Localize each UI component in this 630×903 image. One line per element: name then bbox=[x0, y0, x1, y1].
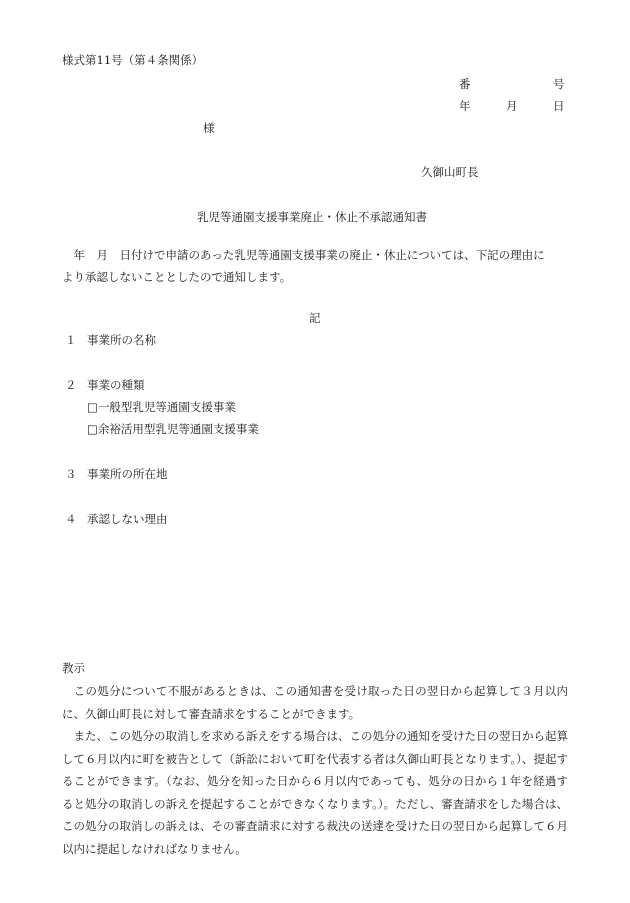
form-number-label: 様式第11号（第４条関係） bbox=[62, 53, 204, 67]
intro-line-1: 年 月 日付けで申請のあった乳児等通園支援事業の廃止・休止については、下記の理由に bbox=[62, 248, 545, 262]
reference-go: 号 bbox=[553, 77, 565, 91]
item-label-facility-name: 事業所の名称 bbox=[87, 333, 156, 347]
item-label-business-type: 事業の種類 bbox=[87, 378, 145, 392]
item-number: ３ bbox=[65, 467, 77, 481]
issuer-name: 久御山町長 bbox=[421, 165, 479, 179]
reference-ban: 番 bbox=[459, 77, 471, 91]
item-number: １ bbox=[65, 333, 77, 347]
checkbox-option-surplus: □余裕活用型乳児等通園支援事業 bbox=[87, 422, 259, 436]
notice-paragraph-2: また、この処分の取消しを求める訴えをする場合は、この処分の通知を受けた日の翌日から起算して６月以内に町を被告として（訴訟において町を代表する者は久御山町長となります。）、提起することができます。（なお、処分を知った日から６月以内であっても、処分の日から１年を経過すると処分の取消しの訴えを提起することができなくなります。）。ただし、審査請求をした場合は、この処分の取消しの訴えは、その審査請求に対する裁決の送達を受けた日の翌日から起算して６月以内に提起しなければなりません。 bbox=[62, 729, 568, 856]
ki-heading: 記 bbox=[309, 311, 321, 325]
date-month: 月 bbox=[506, 99, 518, 113]
date-day: 日 bbox=[553, 99, 565, 113]
checkbox-option-general: □一般型乳児等通園支援事業 bbox=[87, 400, 236, 414]
date-year: 年 bbox=[459, 99, 471, 113]
item-number: ４ bbox=[65, 512, 77, 526]
document-title: 乳児等通園支援事業廃止・休止不承認通知書 bbox=[197, 210, 427, 224]
intro-line-2: より承認しないこととしたので通知します。 bbox=[62, 270, 292, 284]
item-label-facility-address: 事業所の所在地 bbox=[87, 467, 168, 481]
item-label-reason: 承認しない理由 bbox=[87, 512, 168, 526]
notice-heading: 教示 bbox=[62, 661, 85, 675]
item-number: ２ bbox=[65, 378, 77, 392]
notice-paragraph-1: この処分について不服があるときは、この通知書を受け取った日の翌日から起算して３月以内に、久御山町長に対して審査請求をすることができます。 bbox=[62, 684, 568, 721]
addressee-suffix: 様 bbox=[203, 121, 215, 135]
